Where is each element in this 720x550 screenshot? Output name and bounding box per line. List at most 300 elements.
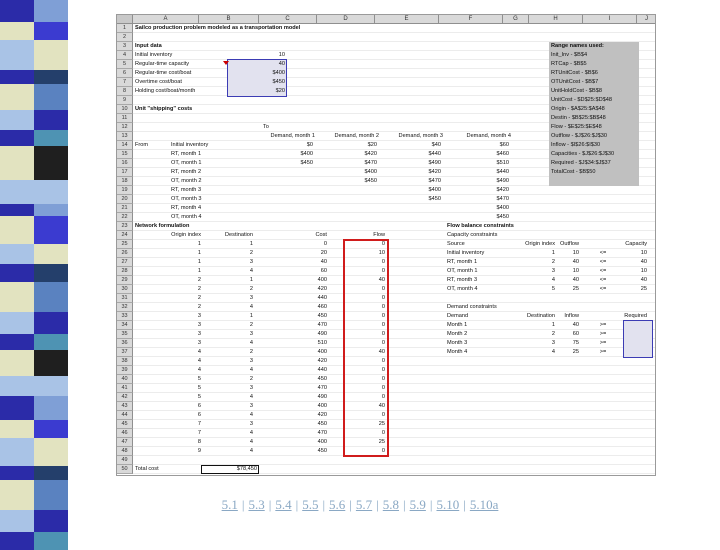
input-value: $20 (275, 88, 285, 94)
stripe-block (0, 420, 34, 438)
network-cell: 2 (249, 250, 253, 256)
shipping-cost: $450 (300, 160, 313, 166)
capacity-cell: OT, month 4 (447, 286, 478, 292)
nav-link[interactable]: 5.5 (302, 497, 319, 512)
capacity-cell: RT, month 3 (447, 277, 478, 283)
row-header[interactable]: 19 (117, 186, 133, 195)
network-cell: 2 (197, 295, 201, 301)
shipping-cost: $440 (496, 169, 509, 175)
row-header[interactable]: 50 (117, 465, 133, 474)
stripe-block (34, 510, 68, 532)
nav-link[interactable]: 5.10 (436, 497, 460, 512)
input-label: Regular-time capacity (135, 61, 190, 67)
stripe-block (0, 22, 34, 40)
shipping-cost: $400 (428, 187, 441, 193)
demand-cell: Month 1 (447, 322, 468, 328)
row-header[interactable]: 43 (117, 402, 133, 411)
row-header[interactable]: 22 (117, 213, 133, 222)
network-cell: 5 (197, 394, 201, 400)
row-header[interactable]: 46 (117, 429, 133, 438)
network-cell: 0 (381, 313, 385, 319)
network-cell: 6 (197, 412, 201, 418)
network-col-header: Origin index (171, 232, 201, 238)
stripe-segment (0, 244, 68, 264)
nav-link[interactable]: 5.10a (469, 497, 499, 512)
network-cell: 3 (249, 403, 253, 409)
shipping-cost: $420 (364, 151, 377, 157)
row-header[interactable]: 9 (117, 96, 133, 105)
network-cell: 4 (249, 367, 253, 373)
capacity-cell: <= (599, 250, 607, 256)
stripe-segment (0, 376, 68, 396)
stripe-segment (0, 84, 68, 110)
row-header[interactable]: 2 (117, 33, 133, 42)
network-cell: 420 (317, 358, 327, 364)
column-header[interactable]: I (583, 15, 637, 24)
capacity-cell: <= (599, 286, 607, 292)
network-cell: 25 (378, 421, 385, 427)
input-label: Holding cost/boat/month (135, 88, 196, 94)
network-cell: 4 (249, 268, 253, 274)
stripe-segment (0, 0, 68, 22)
network-cell: 2 (197, 277, 201, 283)
demand-cell: Month 2 (447, 331, 468, 337)
shipping-cost: $510 (496, 160, 509, 166)
row-header[interactable]: 17 (117, 168, 133, 177)
network-cell: 440 (317, 367, 327, 373)
stripe-block (34, 22, 68, 40)
nav-link[interactable]: 5.8 (382, 497, 400, 512)
nav-separator: | (463, 497, 466, 512)
demand-cell: 25 (572, 349, 579, 355)
network-cell: 1 (197, 241, 201, 247)
row-header[interactable]: 35 (117, 330, 133, 339)
stripe-segment (0, 180, 68, 204)
stripe-block (34, 334, 68, 350)
shipping-cost: $400 (300, 151, 313, 157)
stripe-block (34, 312, 68, 334)
row-header[interactable]: 49 (117, 456, 133, 465)
capacity-cell: 3 (551, 268, 555, 274)
shipping-cost: $420 (428, 169, 441, 175)
row-header[interactable]: 6 (117, 69, 133, 78)
stripe-block (34, 0, 68, 22)
shipping-cost: $60 (499, 142, 509, 148)
stripe-block (0, 438, 34, 466)
stripe-block (34, 532, 68, 550)
row-header[interactable]: 28 (117, 267, 133, 276)
network-cell: 6 (197, 403, 201, 409)
row-header[interactable]: 44 (117, 411, 133, 420)
stripe-segment (0, 396, 68, 420)
input-label: Initial inventory (135, 52, 173, 58)
shipping-cost: $0 (306, 142, 313, 148)
shipping-cost: $40 (431, 142, 441, 148)
stripe-block (0, 84, 34, 110)
network-cell: 0 (381, 448, 385, 454)
column-header[interactable]: B (199, 15, 259, 24)
stripe-block (0, 110, 34, 130)
range-name-item: UnitCost - $D$25:$D$48 (551, 97, 612, 103)
capacity-cell: 40 (572, 259, 579, 265)
network-cell: 1 (197, 250, 201, 256)
stripe-block (34, 216, 68, 244)
stripe-block (34, 264, 68, 282)
shipping-row-label: OT, month 1 (171, 160, 202, 166)
network-cell: 420 (317, 412, 327, 418)
nav-link[interactable]: 5.4 (275, 497, 292, 512)
row-header[interactable]: 47 (117, 438, 133, 447)
shipping-cost: $450 (364, 178, 377, 184)
row-header[interactable]: 15 (117, 150, 133, 159)
capacity-cell: 40 (640, 277, 647, 283)
stripe-block (0, 376, 34, 396)
stripe-segment (0, 282, 68, 312)
row-header[interactable]: 34 (117, 321, 133, 330)
stripe-block (34, 180, 68, 204)
capacity-heading: Capacity constraints (447, 232, 498, 238)
capacity-col-header: Capacity (625, 241, 647, 247)
shipping-cost: $460 (496, 151, 509, 157)
network-cell: 3 (249, 385, 253, 391)
network-cell: 40 (378, 403, 385, 409)
capacity-cell: <= (599, 268, 607, 274)
network-cell: 4 (197, 349, 201, 355)
network-cell: 400 (317, 403, 327, 409)
shipping-cost: $470 (428, 178, 441, 184)
network-cell: 2 (197, 304, 201, 310)
stripe-block (0, 264, 34, 282)
demand-cell: >= (599, 340, 607, 346)
network-col-header: Flow (373, 232, 385, 238)
row-header[interactable]: 7 (117, 78, 133, 87)
stripe-segment (0, 420, 68, 438)
network-cell: 4 (249, 448, 253, 454)
network-cell: 10 (378, 250, 385, 256)
row-header[interactable]: 13 (117, 132, 133, 141)
shipping-cost: $470 (364, 160, 377, 166)
row-header[interactable]: 14 (117, 141, 133, 150)
network-cell: 1 (197, 268, 201, 274)
row-header[interactable]: 24 (117, 231, 133, 240)
capacity-cell: 5 (551, 286, 555, 292)
network-cell: 60 (320, 268, 327, 274)
shipping-row-label: OT, month 3 (171, 196, 202, 202)
capacity-col-header: Source (447, 241, 465, 247)
network-cell: 3 (249, 295, 253, 301)
network-cell: 0 (381, 367, 385, 373)
row-header[interactable]: 10 (117, 105, 133, 114)
network-cell: 4 (249, 412, 253, 418)
stripe-segment (0, 312, 68, 334)
shipping-cost (319, 186, 377, 195)
stripe-block (0, 532, 34, 550)
shipping-row-label: RT, month 4 (171, 205, 202, 211)
row-header[interactable]: 20 (117, 195, 133, 204)
network-cell: 4 (249, 304, 253, 310)
range-name-item: Capacities - $J$26:$J$30 (551, 151, 615, 157)
demand-cell: 2 (551, 331, 555, 337)
row-header[interactable]: 33 (117, 312, 133, 321)
network-cell: 0 (323, 241, 327, 247)
column-header[interactable]: J (637, 15, 656, 24)
nav-link[interactable]: 5.9 (409, 497, 426, 512)
network-cell: 490 (317, 331, 327, 337)
nav-separator: | (241, 497, 245, 512)
stripe-segment (0, 110, 68, 130)
capacity-cell: 10 (572, 250, 579, 256)
network-heading: Network formulation (135, 223, 190, 229)
shipping-row-label: OT, month 4 (171, 214, 202, 220)
network-cell: 40 (378, 349, 385, 355)
network-cell: 490 (317, 394, 327, 400)
stripe-segment (0, 264, 68, 282)
row-header[interactable]: 31 (117, 294, 133, 303)
stripe-block (0, 510, 34, 532)
row-header[interactable]: 1 (117, 24, 133, 33)
shipping-col-header: Demand, month 2 (334, 133, 379, 139)
network-cell: 1 (249, 313, 253, 319)
range-name-item: OTUnitCost - $B$7 (551, 79, 599, 85)
nav-link[interactable]: 5.1 (221, 497, 238, 512)
row-header[interactable]: 39 (117, 366, 133, 375)
input-value: 10 (278, 52, 285, 58)
network-cell: 2 (249, 322, 253, 328)
network-cell: 5 (197, 376, 201, 382)
demand-cell: 3 (551, 340, 555, 346)
row-header[interactable]: 32 (117, 303, 133, 312)
demand-cell: Month 3 (447, 340, 468, 346)
input-value: $400 (272, 70, 285, 76)
row-header[interactable]: 23 (117, 222, 133, 231)
network-cell: 2 (249, 349, 253, 355)
column-header[interactable]: A (133, 15, 199, 24)
capacity-cell: Initial inventory (447, 250, 485, 256)
range-name-item: TotalCost - $B$50 (551, 169, 596, 175)
stripe-block (0, 466, 34, 480)
row-header[interactable]: 5 (117, 60, 133, 69)
network-cell: 470 (317, 430, 327, 436)
network-cell: 450 (317, 448, 327, 454)
row-header[interactable]: 30 (117, 285, 133, 294)
network-cell: 0 (381, 430, 385, 436)
column-header[interactable]: E (375, 15, 439, 24)
nav-separator: | (295, 497, 299, 512)
column-header[interactable]: C (259, 15, 317, 24)
row-header[interactable]: 45 (117, 420, 133, 429)
stripe-segment (0, 22, 68, 40)
network-cell: 1 (249, 241, 253, 247)
stripe-block (34, 146, 68, 180)
nav-separator: | (322, 497, 326, 512)
row-header[interactable]: 27 (117, 258, 133, 267)
shipping-col-header: Demand, month 3 (398, 133, 443, 139)
capacity-cell: <= (599, 277, 607, 283)
network-cell: 450 (317, 421, 327, 427)
network-cell: 2 (249, 376, 253, 382)
stripe-block (34, 204, 68, 216)
network-cell: 0 (381, 412, 385, 418)
input-label: Overtime cost/boat (135, 79, 182, 85)
network-cell: 40 (320, 259, 327, 265)
network-col-header: Destination (225, 232, 253, 238)
column-header[interactable]: G (503, 15, 529, 24)
shipping-cost: $490 (496, 178, 509, 184)
shipping-row-label: RT, month 1 (171, 151, 202, 157)
capacity-cell: 2 (551, 259, 555, 265)
stripe-block (0, 244, 34, 264)
shipping-cost (255, 177, 313, 186)
shipping-cost (383, 204, 441, 213)
network-cell: 3 (249, 331, 253, 337)
stripe-segment (0, 466, 68, 480)
capacity-cell: 4 (551, 277, 555, 283)
range-name-item: RTCap - $B$5 (551, 61, 587, 67)
range-name-item: Required - $J$34:$J$37 (551, 160, 611, 166)
network-cell: 0 (381, 241, 385, 247)
stripe-block (34, 438, 68, 466)
network-cell: 25 (378, 439, 385, 445)
shipping-cost (255, 213, 313, 222)
spreadsheet[interactable] (116, 14, 656, 476)
column-header[interactable]: F (439, 15, 503, 24)
nav-link[interactable]: 5.3 (248, 497, 265, 512)
stripe-block (0, 180, 34, 204)
row-header[interactable]: 29 (117, 276, 133, 285)
required-range-highlight (623, 320, 653, 358)
network-cell: 510 (317, 340, 327, 346)
range-name-item: Destin - $B$25:$B$48 (551, 115, 606, 121)
column-header[interactable]: H (529, 15, 583, 24)
capacity-col-header: Outflow (560, 241, 579, 247)
network-cell: 0 (381, 286, 385, 292)
row-header[interactable]: 36 (117, 339, 133, 348)
row-header[interactable]: 25 (117, 240, 133, 249)
row-header[interactable]: 3 (117, 42, 133, 51)
stripe-block (0, 70, 34, 84)
column-header[interactable]: D (317, 15, 375, 24)
shipping-cost: $440 (428, 151, 441, 157)
select-all-corner[interactable] (117, 15, 133, 24)
stripe-segment (0, 510, 68, 532)
stripe-block (0, 130, 34, 146)
row-header[interactable]: 38 (117, 357, 133, 366)
network-cell: 0 (381, 304, 385, 310)
from-label: From (135, 142, 149, 148)
demand-cell: Month 4 (447, 349, 468, 355)
network-cell: 7 (197, 421, 201, 427)
stripe-block (34, 420, 68, 438)
row-header[interactable]: 12 (117, 123, 133, 132)
stripe-block (34, 40, 68, 70)
stripe-segment (0, 70, 68, 84)
stripe-segment (0, 438, 68, 466)
capacity-cell: 10 (640, 268, 647, 274)
capacity-cell: 10 (640, 250, 647, 256)
stripe-block (0, 146, 34, 180)
shipping-cost: $490 (428, 160, 441, 166)
shipping-cost (319, 213, 377, 222)
row-header[interactable]: 41 (117, 384, 133, 393)
flow-balance-heading: Flow balance constraints (447, 223, 514, 229)
demand-cell: >= (599, 331, 607, 337)
network-cell: 3 (249, 358, 253, 364)
capacity-cell: 25 (572, 286, 579, 292)
total-cost-value: $78,450 (236, 466, 257, 472)
shipping-cost: $400 (496, 205, 509, 211)
shipping-cost (255, 168, 313, 177)
network-cell: 20 (320, 250, 327, 256)
row-header[interactable]: 37 (117, 348, 133, 357)
network-cell: 400 (317, 439, 327, 445)
capacity-cell: 25 (640, 286, 647, 292)
network-cell: 0 (381, 358, 385, 364)
row-header[interactable]: 11 (117, 114, 133, 123)
shipping-heading: Unit "shipping" costs (135, 106, 193, 112)
row-header[interactable]: 21 (117, 204, 133, 213)
demand-heading: Demand constraints (447, 304, 497, 310)
network-cell: 4 (249, 394, 253, 400)
range-names-heading: Range names used: (551, 43, 604, 49)
input-value: $450 (272, 79, 285, 85)
row-header[interactable]: 16 (117, 159, 133, 168)
network-cell: 420 (317, 286, 327, 292)
stripe-block (0, 40, 34, 70)
network-cell: 450 (317, 376, 327, 382)
nav-link[interactable]: 5.7 (355, 497, 373, 512)
network-cell: 460 (317, 304, 327, 310)
stripe-segment (0, 130, 68, 146)
shipping-col-header: Demand, month 1 (270, 133, 315, 139)
network-cell: 3 (197, 331, 201, 337)
network-cell: 3 (197, 322, 201, 328)
stripe-block (34, 350, 68, 376)
range-name-item: Flow - $E$25:$E$48 (551, 124, 602, 130)
row-header[interactable]: 42 (117, 393, 133, 402)
stripe-block (34, 130, 68, 146)
demand-cell: >= (599, 349, 607, 355)
nav-separator: | (403, 497, 406, 512)
demand-cell: 1 (551, 322, 555, 328)
row-header[interactable]: 8 (117, 87, 133, 96)
network-cell: 4 (249, 340, 253, 346)
network-cell: 7 (197, 430, 201, 436)
shipping-cost (255, 195, 313, 204)
network-cell: 0 (381, 376, 385, 382)
stripe-segment (0, 146, 68, 180)
row-header[interactable]: 4 (117, 51, 133, 60)
network-cell: 0 (381, 385, 385, 391)
row-header[interactable]: 40 (117, 375, 133, 384)
range-name-item: Outflow - $J$26:$J$30 (551, 133, 607, 139)
demand-col-header: Destination (527, 313, 555, 319)
stripe-block (0, 334, 34, 350)
shipping-cost: $420 (496, 187, 509, 193)
network-cell: 0 (381, 295, 385, 301)
network-cell: 400 (317, 349, 327, 355)
nav-link[interactable]: 5.6 (329, 497, 346, 512)
row-header[interactable]: 18 (117, 177, 133, 186)
network-cell: 40 (378, 277, 385, 283)
input-label: Regular-time cost/boat (135, 70, 192, 76)
network-cell: 2 (197, 286, 201, 292)
shipping-cost (255, 186, 313, 195)
row-header[interactable]: 26 (117, 249, 133, 258)
network-cell: 2 (249, 286, 253, 292)
demand-cell: 4 (551, 349, 555, 355)
network-cell: 0 (381, 322, 385, 328)
row-header[interactable]: 48 (117, 447, 133, 456)
